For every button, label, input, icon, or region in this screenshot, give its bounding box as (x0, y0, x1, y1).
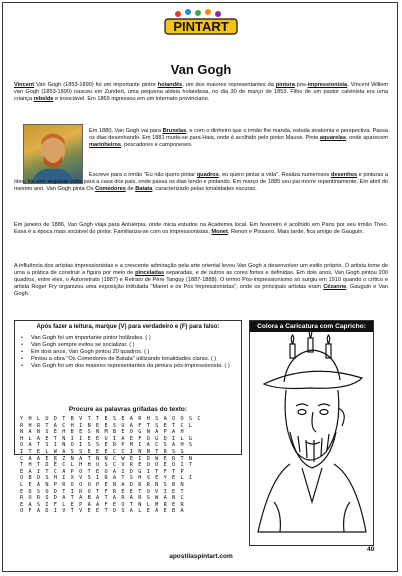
paragraph-5: A influência dos artistas impressionistas e a crescente admiração pela arte oriental levou Van Gogh a desenvolver um estilo próprio. O artista tome de uma a prática de construir a figura por meio de pinceladas separadas, e de outros as cores fortes e definidas. Em dois anos, Van Gogh pintou 200 quadros, entre eles, o Autorretrato (1887) e Retrato de Père Tanguy (1887-1888). O termo Pós-impressionismo só surgiu em 1910 quando o crítico e artista Roger Fry organizou uma exposição intitulada "Manet e os Pós Impressionistas", onde os principais artistas eram Cézanne, Gauguin e Van Gogh. (14, 263, 389, 298)
wordsearch-grid (20, 416, 232, 515)
wordsearch-row: T H T D É C L H H U S C V R E O O E O I T (20, 462, 194, 469)
wordsearch-row: Y H L U D T B V T T E S E A R H S A O O S C (20, 416, 202, 422)
wordsearch-row: R H R T A C H I N E E S U A F T S E T C L (20, 422, 194, 429)
paragraph-4: Em janeiro de 1886, Van Gogh viaja para Antuérpia, onde inicia estudos na Academia local. Em fevereiro é acolhido em Paris por seu irmão Theo. Essa é a época mais sociável do pintor. Familiariza-se com os impressionistas, Monet, Renoir e Pissarro. Mais tarde, fica amigo de Gauguin. (14, 222, 388, 236)
quiz-item: • Van Gogh foi um importante pintor holândes. ( ) (21, 335, 241, 342)
coloring-panel (249, 320, 374, 546)
quiz-item: • Pintou a obra "Os Comedores de Batata" utilizando tonalidades claras. ( ) (21, 356, 241, 363)
wordsearch-row: N A N S E H B E S N M B E O G N A P A H (20, 429, 185, 436)
quiz-item: • Van Gogh sempre evitou se socializar. ( ) (21, 342, 241, 349)
wordsearch-row: E D S O D T I R O T F R E E T O V I E T (20, 488, 185, 495)
quiz-item: • Em dois anos, Van Gogh pintou 20 quadros. ( ) (21, 349, 241, 356)
wordsearch-title: Procure as palavras grifadas do texto: (68, 406, 188, 413)
paragraph-3: Escreve para o irmão "Eu não quero pintar quadros, eu quero pintar a vida". Realiza numerosos desenhos e pinturas a óleo. No ano seguinte volta para a casa dos pais, onde passa os dias lendo e pintando. Em março de 1885 seu pai morre repentinamente. Em abril do mesmo ano, Van Gogh pinta Os Comedores de Batata, caracterizado pelas tonalidades escuras. (14, 172, 388, 193)
paragraph-1: Vincent Van Gogh (1853-1890) foi um importante pintor holandês, um dos maiores representantes da pintura pós-impressionista. Vincent Willem van Gogh (1853-1890) nasceu em Zundert, uma pequena aldeia holandesa, no dia 30 de março de 1853. Filho de um pastor calvinista era uma criança rebelde e insociável. Em 1869 ingressou em um internato provinciano. (14, 82, 389, 103)
wordsearch-row: O A T S I N O I S S E R P M I A C S A H S (20, 442, 194, 449)
wordsearch-row: E A S I F L E P A A F E O T N L M R E R (20, 501, 185, 508)
coloring-heading: Colora a Caricatura com Capricho: (250, 321, 373, 332)
logo-text: PINTART (173, 19, 229, 34)
pintart-logo (158, 7, 244, 37)
wordsearch-row: C A A E R Z N A T N N C W E I D W E R T N (20, 455, 194, 462)
page-number: 40 (367, 546, 375, 553)
page-title: Van Gogh (170, 62, 232, 77)
van-gogh-caricature-drawing (250, 332, 373, 544)
wordsearch-row: O F A D I V T V E E T D S A L E A E B A (20, 508, 185, 515)
footer-website: apostilaspintart.com (169, 553, 233, 560)
wordsearch-row: O B O S H I X V S I R A T S H S E Y E L I (20, 475, 194, 482)
wordsearch-row: E A I T C A P O T E O A I D G I T F T P (20, 468, 185, 475)
wordsearch-row: H L A E T N I I E E U I A E F O G D I L G (20, 435, 194, 442)
wordsearch-row: L E A N P R O O U P E N A D R R N S B N (20, 481, 185, 488)
wordsearch-row: I T E L W A S S E E E C C I N N T R S S (20, 448, 185, 455)
quiz-list (21, 335, 241, 370)
quiz-heading: Após fazer a leitura, marque (V) para verdadeiro e (F) para falso: (36, 324, 220, 330)
paragraph-2: Em 1880, Van Gogh vai para Bruxelas, e com o dinheiro que o irmão lhe manda, estuda anatomia e perspectiva. Passa os dias desenhando. Em 1881 muda-se para Haia, onde é acolhido pelo pintor Mauve. Pinta aquarelas, onde aparecem marinheiros, pescadores e camponeses. (89, 128, 389, 149)
wordsearch-row: R U R S D A T A B A T A R A R S W A N C (20, 495, 185, 502)
quiz-item: • Van Gogh foi um dos maiores representantes da pintura pós-impressionista. ( ) (21, 363, 241, 370)
